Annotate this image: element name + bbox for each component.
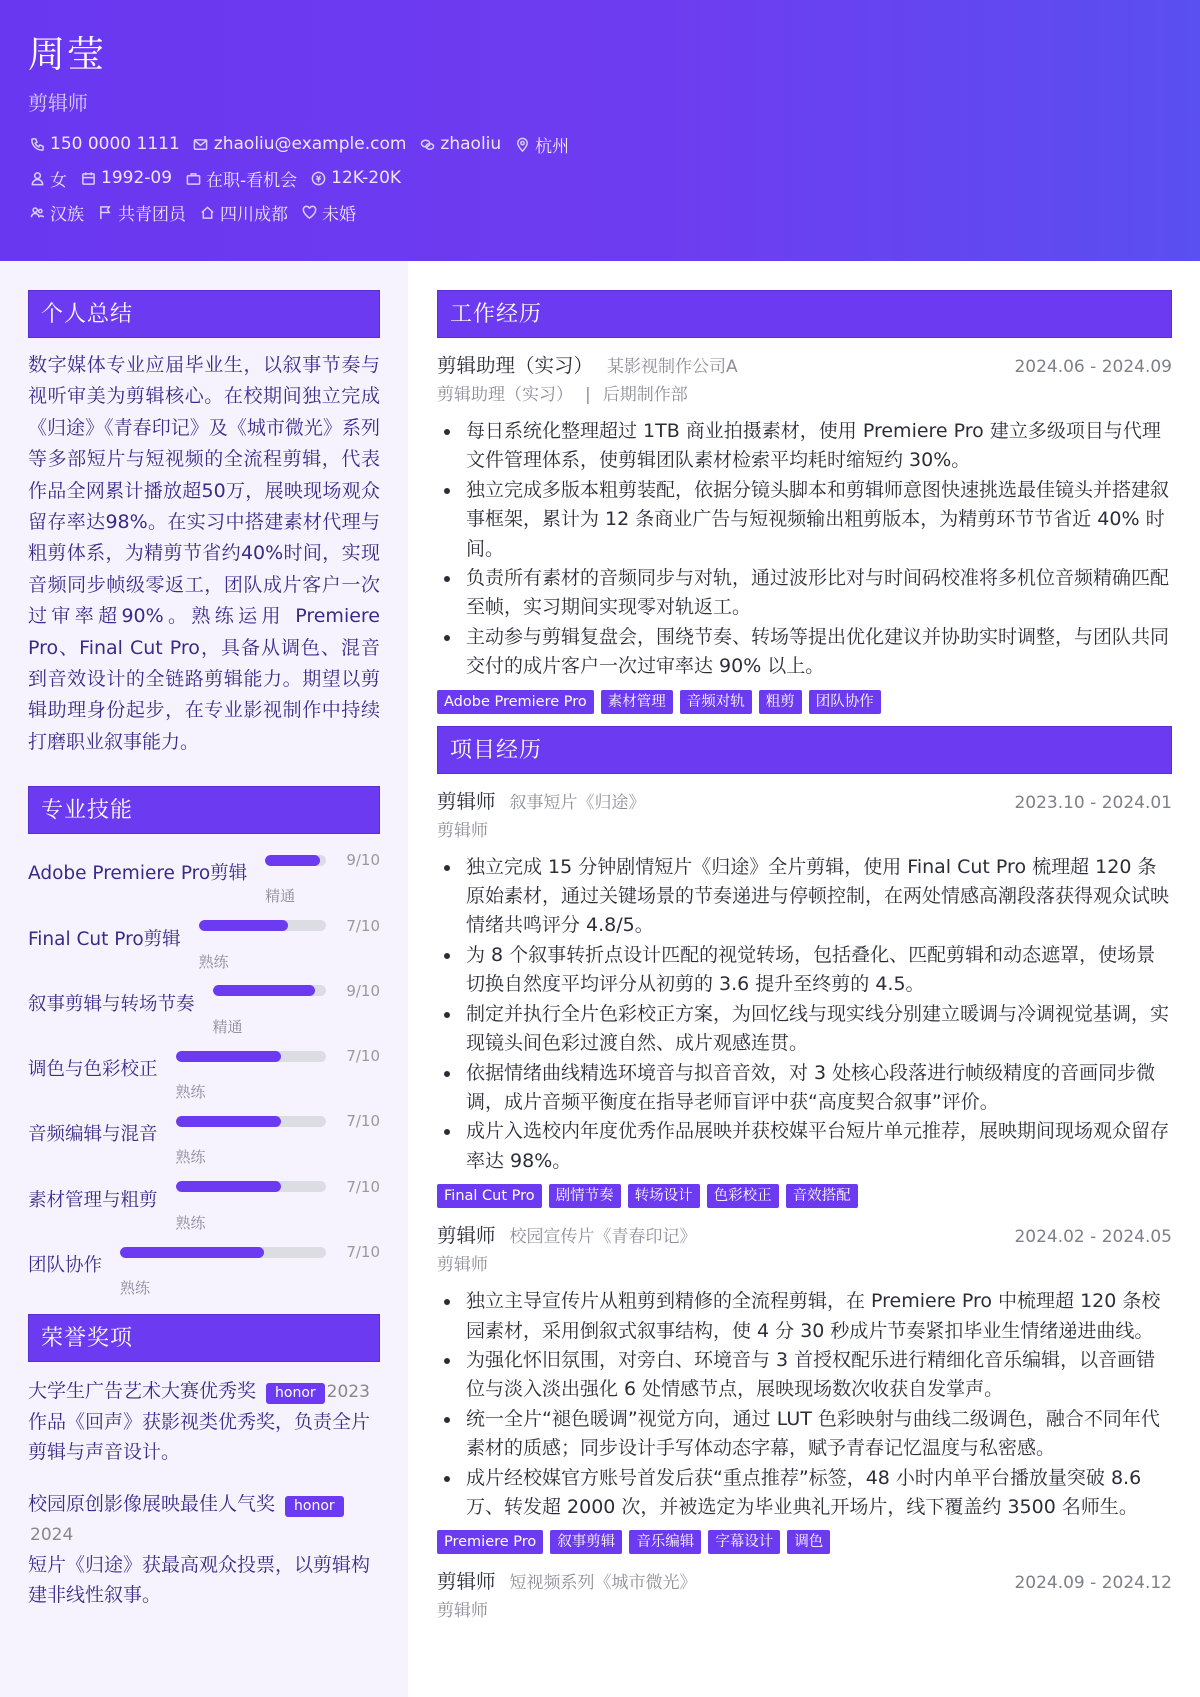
entry-organization: 某影视制作公司A <box>607 357 738 377</box>
bullet-item: 为 8 个叙事转折点设计匹配的视觉转场，包括叠化、匹配剪辑和动态遮罩，使场景切换自然度平均评分从初剪的 3.6 提升至终剪的 4.5。 <box>437 941 1172 1000</box>
email-text: zhaoliu@example.com <box>213 134 407 154</box>
entry-role: 剪辑助理（实习） <box>437 354 594 377</box>
skill-tag: 调色 <box>787 1530 830 1554</box>
skill-tag: 音效搭配 <box>786 1184 858 1208</box>
skill-bar <box>176 1112 380 1130</box>
entry-role: 剪辑师 <box>437 1224 496 1248</box>
bullet-list <box>437 853 1172 1176</box>
skill-bar-track <box>265 855 326 866</box>
work-list <box>437 350 1172 714</box>
entry-sub-role: 剪辑师 <box>437 1255 488 1276</box>
skill-bar <box>199 917 380 935</box>
skill-bar-fill <box>176 1051 281 1062</box>
award-year: 2023 <box>326 1382 370 1403</box>
heart-icon <box>300 203 318 221</box>
skill-level: 精通 <box>265 887 296 906</box>
salary-item <box>309 168 401 188</box>
entry-sub-role: 剪辑师 <box>437 820 488 841</box>
candidate-name: 周莹 <box>28 33 106 76</box>
bullet-item: 成片入选校内年度优秀作品展映并获校媒平台短片单元推荐，展映期间现场观众留存率达 98%。 <box>437 1117 1172 1176</box>
award-item <box>28 1376 380 1467</box>
contact-row <box>28 132 1172 156</box>
skill-bar-fill <box>199 920 288 931</box>
award-year: 2024 <box>30 1525 74 1546</box>
group-icon <box>28 203 46 221</box>
entry-title-group <box>437 786 646 814</box>
entry-subtitle <box>437 818 1172 844</box>
skill-bar-track <box>120 1247 326 1258</box>
experience-entry <box>437 1220 1172 1554</box>
skill-bar <box>176 1047 380 1065</box>
skill-tag: 叙事剪辑 <box>550 1530 622 1554</box>
award-title-line <box>28 1489 380 1550</box>
skill-level: 熟练 <box>120 1279 151 1298</box>
skill-score: 7/10 <box>346 916 380 935</box>
skill-bar-fill <box>176 1181 281 1192</box>
entry-organization: 校园宣传片《青春印记》 <box>509 1227 697 1248</box>
skill-tag: Final Cut Pro <box>437 1184 542 1208</box>
gender-text: 女 <box>50 170 67 191</box>
entry-subtitle <box>437 1598 1172 1624</box>
calendar-icon <box>79 169 97 187</box>
entry-header <box>437 1566 1172 1598</box>
award-description: 作品《回声》获影视类优秀奖，负责全片剪辑与声音设计。 <box>28 1411 371 1464</box>
experience-entry <box>437 1566 1172 1624</box>
skill-name: Final Cut Pro剪辑 <box>28 928 181 950</box>
entry-title-group <box>437 1566 697 1594</box>
skill-bar-track <box>176 1116 326 1127</box>
birth-item <box>79 168 172 188</box>
skill-bar-fill <box>120 1247 264 1258</box>
skill-row <box>28 1035 380 1100</box>
bullet-item: 每日系统化整理超过 1TB 商业拍摄素材，使用 Premiere Pro 建立多级项目与代理文件管理体系，使剪辑团队素材检索平均耗时缩短约 30%。 <box>437 417 1172 476</box>
entry-subtitle <box>437 1252 1172 1278</box>
entry-title-group <box>437 350 738 378</box>
phone-item <box>28 134 180 154</box>
skill-score: 7/10 <box>346 1177 380 1196</box>
politics-item <box>96 200 186 225</box>
candidate-title: 剪辑师 <box>28 91 88 115</box>
entry-organization: 短视频系列《城市微光》 <box>509 1573 697 1594</box>
chat-icon <box>418 135 436 153</box>
skill-row <box>28 1100 380 1165</box>
flag-icon <box>96 203 114 221</box>
skill-level: 熟练 <box>175 1213 206 1232</box>
skill-tag: 素材管理 <box>601 690 673 714</box>
bullet-item: 独立主导宣传片从粗剪到精修的全流程剪辑，在 Premiere Pro 中梳理超 120 条校园素材，采用倒叙式叙事结构，使 4 分 30 秒成片节奏紧扣毕业生情绪递进曲线。 <box>437 1287 1172 1346</box>
entry-sub-role: 剪辑师 <box>437 1601 488 1622</box>
entry-role: 剪辑师 <box>437 1570 496 1594</box>
award-item <box>28 1489 380 1610</box>
skill-tag: Adobe Premiere Pro <box>437 690 594 714</box>
skill-row <box>28 1166 380 1231</box>
summary-text: 数字媒体专业应届毕业生，以叙事节奏与视听审美为剪辑核心。在校期间独立完成《归途》《青春印记》及《城市微光》系列等多部短片与短视频的全流程剪辑，代表作品全网累计播放超50万，展映现场观众留存率达98%。在实习中搭建素材代理与粗剪体系，为精剪节省约40%时间，实现音频同步帧级零返工，团队成片客户一次过审率超90%。熟练运用 Premiere Pro、Final Cut Pro，具备从调色、混音到音效设计的全链路剪辑能力。期望以剪辑助理身份起步，在专业影视制作中持续打磨职业叙事能力。 <box>28 354 380 753</box>
entry-header <box>437 350 1172 382</box>
skill-name: 音频编辑与混音 <box>28 1124 158 1146</box>
skills-list <box>28 839 380 1296</box>
skill-tag: 剧情节奏 <box>549 1184 621 1208</box>
coin-icon <box>309 169 327 187</box>
entry-header <box>437 786 1172 818</box>
skill-tag: 粗剪 <box>759 690 802 714</box>
skill-bar-fill <box>265 855 320 866</box>
city-text: 杭州 <box>535 136 570 157</box>
skill-level: 熟练 <box>175 1083 206 1102</box>
skill-row <box>28 839 380 904</box>
bullet-item: 依据情绪曲线精选环境音与拟音音效，对 3 处核心段落进行帧级精度的音画同步微调，成片音频平衡度在指导老师盲评中获“高度契合叙事”评价。 <box>437 1059 1172 1118</box>
award-name: 校园原创影像展映最佳人气奖 <box>28 1493 276 1516</box>
skill-bar-track <box>176 1181 326 1192</box>
entry-sub-dept: 后期制作部 <box>602 385 688 405</box>
skill-name: 调色与色彩校正 <box>28 1059 158 1081</box>
marital-item <box>300 200 356 225</box>
skill-tag: 团队协作 <box>809 690 881 714</box>
entry-organization: 叙事短片《归途》 <box>509 792 646 813</box>
entry-subtitle <box>437 382 1172 408</box>
skill-bar-track <box>213 985 326 996</box>
bullet-item: 独立完成 15 分钟剧情短片《归途》全片剪辑，使用 Final Cut Pro 梳理超 120 条原始素材，通过关键场景的节奏递进与停顿控制，在两处情感高潮段落获得观众试映情绪共鸣评分 4.8/5。 <box>437 853 1172 941</box>
politics-text: 共青团员 <box>118 204 186 225</box>
email-item <box>192 134 407 154</box>
bullet-item: 负责所有素材的音频同步与对轨，通过波形比对与时间码校准将多机位音频精确匹配至帧，实习期间实现零对轨返工。 <box>437 564 1172 623</box>
status-item <box>184 166 297 191</box>
skill-tag: 音乐编辑 <box>629 1530 701 1554</box>
sidebar <box>0 261 408 1697</box>
entry-sub-role: 剪辑助理（实习） <box>437 385 573 405</box>
bullet-item: 为强化怀旧氛围，对旁白、环境音与 3 首授权配乐进行精细化音乐编辑，以音画错位与淡入淡出强化 6 处情感节点，展映现场数次收获自发掌声。 <box>437 1346 1172 1405</box>
entry-role: 剪辑师 <box>437 789 496 813</box>
hometown-text: 四川成都 <box>220 204 288 225</box>
tag-list <box>437 1184 1172 1208</box>
main-content <box>408 261 1200 1697</box>
bullet-list <box>437 417 1172 682</box>
wechat-text: zhaoliu <box>440 134 502 154</box>
skill-name: Adobe Premiere Pro剪辑 <box>28 863 248 885</box>
bullet-item: 统一全片“褪色暖调”视觉方向，通过 LUT 色彩映射与曲线二级调色，融合不同年代素材的质感；同步设计手写体动态字幕，赋予青春记忆温度与私密感。 <box>437 1405 1172 1464</box>
bullet-item: 独立完成多版本粗剪装配，依据分镜头脚本和剪辑师意图快速挑选最佳镜头并搭建叙事框架，累计为 12 条商业广告与短视频输出粗剪版本，为精剪环节节省近 40% 时间。 <box>437 476 1172 564</box>
skill-tag: 音频对轨 <box>680 690 752 714</box>
gender-item <box>28 166 67 191</box>
projects-list <box>437 786 1172 1625</box>
entry-date: 2024.09 - 2024.12 <box>1014 1573 1172 1594</box>
skill-tag: 转场设计 <box>628 1184 700 1208</box>
summary-heading: 个人总结 <box>28 290 380 338</box>
tag-list <box>437 690 1172 714</box>
city-item <box>513 132 569 157</box>
skill-tag: 色彩校正 <box>707 1184 779 1208</box>
tag-list <box>437 1530 1172 1554</box>
skill-bar <box>176 1178 380 1196</box>
skill-score: 9/10 <box>346 851 380 870</box>
skill-bar <box>120 1243 380 1261</box>
skill-score: 7/10 <box>346 1112 380 1131</box>
skill-level: 精通 <box>212 1017 243 1036</box>
bullet-list <box>437 1287 1172 1522</box>
salary-text: 12K-20K <box>331 168 402 188</box>
status-text: 在职-看机会 <box>206 170 298 191</box>
user-icon <box>28 169 46 187</box>
hometown-item <box>198 200 288 225</box>
bullet-item: 主动参与剪辑复盘会，围绕节奏、转场等提出优化建议并协助实时调整，与团队共同交付的成片客户一次过审率达 90% 以上。 <box>437 623 1172 682</box>
bullet-item: 制定并执行全片色彩校正方案，为回忆线与现实线分别建立暖调与冷调视觉基调，实现镜头间色彩过渡自然、成片观感连贯。 <box>437 1000 1172 1059</box>
birth-text: 1992-09 <box>101 168 173 188</box>
home-icon <box>198 203 216 221</box>
entry-date: 2024.06 - 2024.09 <box>1014 357 1172 377</box>
resume-header <box>0 0 1200 261</box>
phone-icon <box>28 135 46 153</box>
skill-name: 团队协作 <box>28 1255 103 1277</box>
award-description: 短片《归途》获最高观众投票，以剪辑构建非线性叙事。 <box>28 1554 371 1607</box>
briefcase-icon <box>184 169 202 187</box>
skills-heading: 专业技能 <box>28 786 380 834</box>
skill-bar <box>265 851 380 869</box>
skill-score: 7/10 <box>346 1047 380 1066</box>
skill-bar-fill <box>176 1116 281 1127</box>
wechat-item <box>418 134 501 154</box>
skill-row <box>28 1231 380 1296</box>
phone-text: 150 0000 1111 <box>50 134 180 154</box>
entry-sub-separator: | <box>585 385 591 405</box>
background-row <box>28 200 1172 224</box>
marital-text: 未婚 <box>322 204 356 225</box>
skill-bar <box>213 982 380 1000</box>
honor-badge: honor <box>266 1383 325 1404</box>
skill-tag: 字幕设计 <box>708 1530 780 1554</box>
bullet-item: 成片经校媒官方账号首发后获“重点推荐”标签，48 小时内单平台播放量突破 8.6 万、转发超 2000 次，并被选定为毕业典礼开场片，线下覆盖约 3500 名师生。 <box>437 1464 1172 1523</box>
entry-title-group <box>437 1220 697 1248</box>
awards-heading: 荣誉奖项 <box>28 1314 380 1362</box>
entry-header <box>437 1220 1172 1252</box>
entry-date: 2023.10 - 2024.01 <box>1014 792 1172 813</box>
skill-score: 9/10 <box>346 981 380 1000</box>
projects-heading: 项目经历 <box>437 726 1172 774</box>
awards-list <box>28 1376 380 1610</box>
skill-bar-track <box>199 920 326 931</box>
entry-date: 2024.02 - 2024.05 <box>1014 1227 1172 1248</box>
award-name: 大学生广告艺术大赛优秀奖 <box>28 1380 257 1403</box>
skill-bar-track <box>176 1051 326 1062</box>
personal-row <box>28 166 1172 190</box>
skill-row <box>28 970 380 1035</box>
skill-tag: Premiere Pro <box>437 1530 543 1554</box>
skill-level: 熟练 <box>198 952 229 971</box>
honor-badge: honor <box>285 1496 344 1517</box>
award-title-line <box>28 1376 380 1407</box>
ethnicity-text: 汉族 <box>50 204 84 225</box>
skill-name: 素材管理与粗剪 <box>28 1189 158 1211</box>
mail-icon <box>192 135 210 153</box>
skill-row <box>28 905 380 970</box>
skill-level: 熟练 <box>175 1148 206 1167</box>
work-heading: 工作经历 <box>437 290 1172 338</box>
location-icon <box>513 135 531 153</box>
skill-score: 7/10 <box>346 1243 380 1262</box>
ethnicity-item <box>28 200 84 225</box>
experience-entry <box>437 350 1172 714</box>
experience-entry <box>437 786 1172 1208</box>
skill-name: 叙事剪辑与转场节奏 <box>28 993 195 1015</box>
skill-bar-fill <box>213 985 315 996</box>
